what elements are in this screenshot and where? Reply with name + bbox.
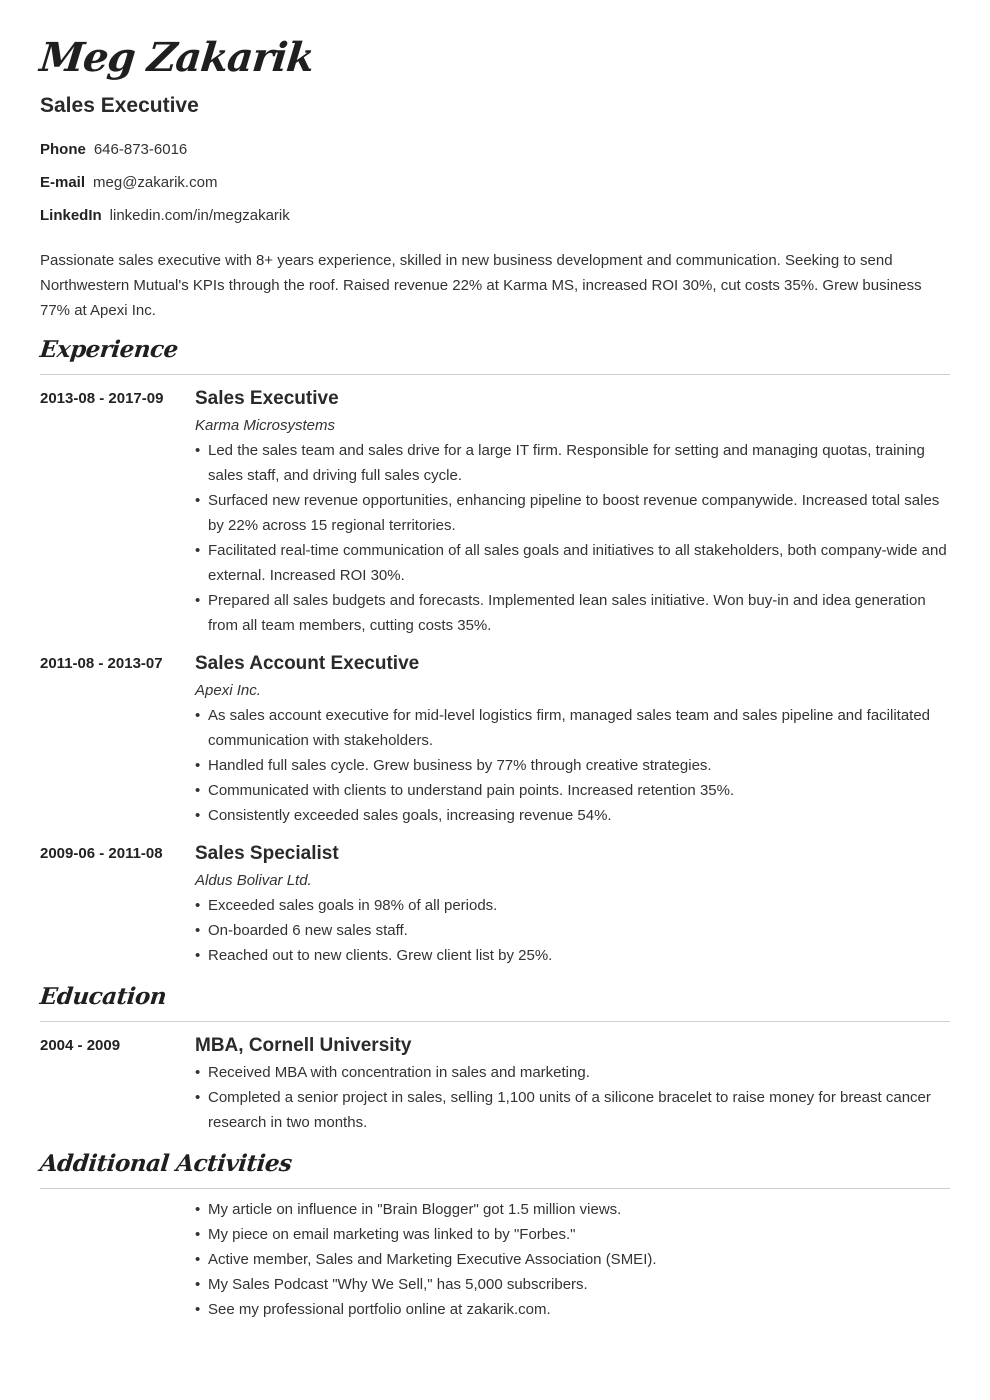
bullet-item: • On-boarded 6 new sales staff. (195, 918, 950, 943)
job-role: Sales Account Executive (195, 653, 420, 674)
education-degree: MBA, Cornell University (195, 1035, 412, 1056)
bullet-item: • Surfaced new revenue opportunities, enhancing pipeline to boost revenue companywide. Increased total sales by 22% across 15 regional territories. (195, 488, 950, 538)
job-bullets (195, 438, 950, 638)
contact-email (40, 174, 217, 191)
bullet-item: • My piece on email marketing was linked to by "Forbes." (195, 1222, 950, 1247)
bullet-item: • Led the sales team and sales drive for a large IT firm. Responsible for setting and managing quotas, training sales staff, and driving full sales cycle. (195, 438, 950, 488)
bullet-item: • My Sales Podcast "Why We Sell," has 5,000 subscribers. (195, 1272, 950, 1297)
bullet-item: • Prepared all sales budgets and forecasts. Implemented lean sales initiative. Won buy-in and idea generation from all team members, cutting costs 35%. (195, 588, 950, 638)
job-dates: 2013-08 - 2017-09 (40, 390, 164, 407)
contact-value: linkedin.com/in/megzakarik (109, 207, 290, 224)
candidate-title: Sales Executive (40, 94, 199, 117)
contact-value: 646-873-6016 (93, 141, 188, 158)
contact-value: meg@zakarik.com (93, 174, 218, 191)
summary-paragraph: Passionate sales executive with 8+ years experience, skilled in new business development and communication. Seeking to send Northwestern Mutual's KPIs through the roof. Raised revenue 22% at Karma MS, increased ROI 30%, cut costs 35%. Grew business 77% at Apexi Inc. (40, 252, 922, 319)
contact-label: Phone (40, 141, 86, 158)
job-role: Sales Specialist (195, 843, 339, 864)
bullet-item: • Exceeded sales goals in 98% of all periods. (195, 893, 950, 918)
section-heading-education (40, 983, 950, 1022)
bullet-item: • Reached out to new clients. Grew client list by 25%. (195, 943, 950, 968)
job-bullets (195, 893, 950, 968)
contact-linkedin (40, 207, 290, 224)
job-company: Karma Microsystems (195, 417, 336, 434)
bullet-item: • See my professional portfolio online at zakarik.com. (195, 1297, 950, 1322)
bullet-item: • Facilitated real-time communication of all sales goals and initiatives to all stakeholders, both company-wide and external. Increased ROI 30%. (195, 538, 950, 588)
section-heading-text: Additional Activities (38, 1150, 293, 1177)
bullet-item: • Communicated with clients to understand pain points. Increased retention 35%. (195, 778, 950, 803)
education-bullets (195, 1060, 950, 1135)
section-heading-experience (40, 336, 950, 375)
section-heading-activities (40, 1150, 950, 1189)
contact-phone (40, 141, 187, 158)
bullet-item: • Handled full sales cycle. Grew business by 77% through creative strategies. (195, 753, 950, 778)
bullet-item: • Active member, Sales and Marketing Executive Association (SMEI). (195, 1247, 950, 1272)
job-dates: 2011-08 - 2013-07 (40, 655, 163, 672)
section-heading-text: Experience (38, 336, 180, 363)
activities-bullets (195, 1197, 950, 1322)
job-company: Aldus Bolivar Ltd. (195, 872, 312, 889)
job-bullets (195, 703, 950, 828)
candidate-name: Meg Zakarik (37, 34, 316, 81)
section-heading-text: Education (38, 983, 168, 1010)
education-dates: 2004 - 2009 (40, 1037, 121, 1054)
bullet-item: • Consistently exceeded sales goals, increasing revenue 54%. (195, 803, 950, 828)
bullet-item: • Received MBA with concentration in sales and marketing. (195, 1060, 950, 1085)
contact-label: LinkedIn (40, 207, 102, 224)
bullet-item: • Completed a senior project in sales, selling 1,100 units of a silicone bracelet to raise money for breast cancer research in two months. (195, 1085, 950, 1135)
job-role: Sales Executive (195, 388, 339, 409)
bullet-item: • As sales account executive for mid-level logistics firm, managed sales team and sales pipeline and facilitated communication with stakeholders. (195, 703, 950, 753)
contact-label: E-mail (40, 174, 86, 191)
job-dates: 2009-06 - 2011-08 (40, 845, 163, 862)
bullet-item: • My article on influence in "Brain Blogger" got 1.5 million views. (195, 1197, 950, 1222)
job-company: Apexi Inc. (195, 682, 261, 699)
